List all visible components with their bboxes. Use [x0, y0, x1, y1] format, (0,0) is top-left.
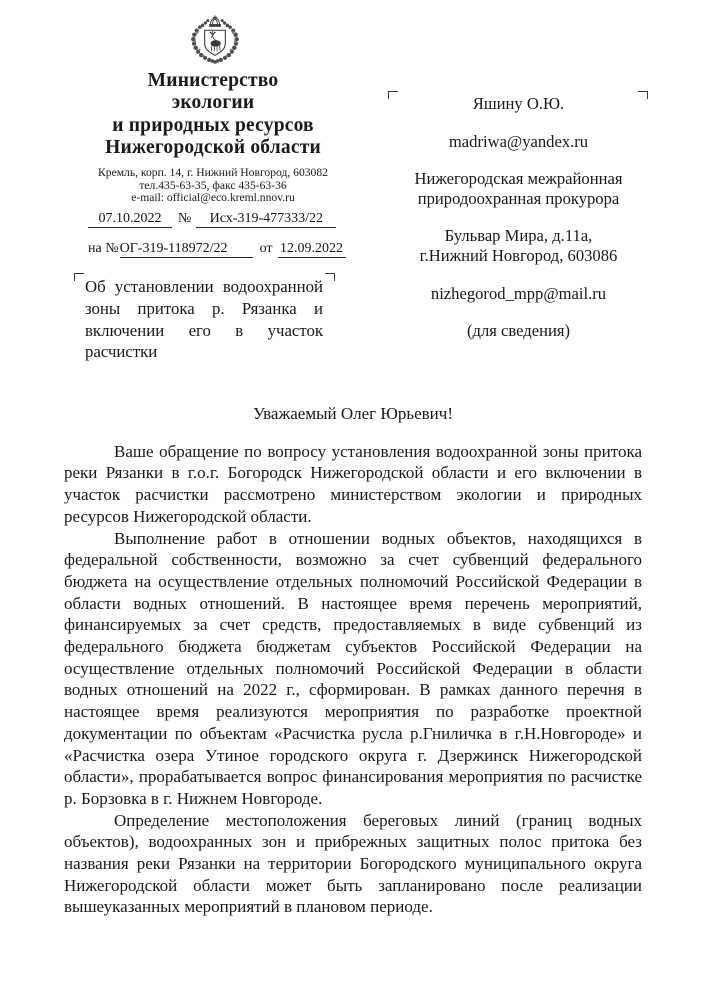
ministry-title-line: и природных ресурсов [112, 114, 314, 136]
letter-body [64, 403, 642, 918]
corner-mark-subject-top-right [325, 273, 335, 281]
number-sign-label: № [178, 211, 192, 226]
recipient-block [390, 94, 647, 359]
body-paragraph: Определение местоположения береговых линий (границ водных объектов), водоохранных зон и прибрежных защитных полос притока без названия реки Рязанки на территории Богородского муниципального округа Нижегородской области может быть запланировано после реализации вышеуказанных мероприятий в плановом периоде. [64, 810, 642, 917]
reference-block [88, 211, 346, 258]
recipient-email: madriwa@yandex.ru [448, 131, 589, 151]
coat-of-arms-icon [184, 12, 246, 74]
sender-header [43, 70, 383, 160]
reply-date: 12.09.2022 [278, 241, 346, 258]
ministry-title-line: Нижегородской области [105, 137, 321, 159]
sender-email-line: e-mail: official@eco.kreml.nnov.ru [131, 191, 295, 205]
subject-text: Об установлении водоохранной зоны притока р. Рязанка и включении его в участок расчистки [85, 277, 323, 362]
reply-to-label: на № [88, 241, 119, 256]
reference-row-outgoing [88, 211, 346, 228]
body-paragraph: Выполнение работ в отношении водных объектов, находящихся в федеральной собственности, возможно за счет субвенций федерального бюджета на осуществление отдельных полномочий Российской Федерации в области водных отношений. В настоящее время перечень мероприятий, финансируемых за счет средств, предоставляемых в виде субвенций из федерального бюджета бюджетам субъектов Российской Федерации на осуществление отдельных полномочий Российской Федерации в области водных отношений на 2022 г., сформирован. В рамках данного перечня в настоящее время реализуются мероприятия по разработке проектной документации по объектам «Расчистка русла р.Гниличка в г.Н.Новгороде» и «Расчистка озера Утиное городского округа г. Дзержинск Нижегородской области», прорабатывается вопрос финансирования мероприятия по расчистке р. Борзовка в г. Нижнем Новгороде. [64, 528, 642, 808]
sender-phone-line: тел.435-63-35, факс 435-63-36 [139, 178, 287, 192]
corner-mark-subject-top-left [74, 273, 84, 281]
body-paragraph: Ваше обращение по вопросу установления водоохранной зоны притока реки Рязанки в г.о.г. Богородск Нижегородской области и его включении в участок расчистки рассмотрено министерством экологии и природных ресурсов Нижегородской области. [64, 441, 642, 526]
recipient-email-secondary: nizhegorod_mpp@mail.ru [430, 283, 607, 303]
subject-block [85, 276, 323, 363]
ministry-title-line: Министерство [147, 70, 279, 91]
outgoing-number: Исх-319-477333/22 [196, 211, 336, 228]
recipient-address-line: Бульвар Мира, д.11а, [444, 226, 593, 246]
recipient-address-line: г.Нижний Новгород, 603086 [419, 245, 618, 265]
reference-row-reply [88, 241, 346, 258]
recipient-name: Яшину О.Ю. [472, 94, 565, 113]
salutation: Уважаемый Олег Юрьевич! [253, 404, 453, 423]
recipient-organization [390, 169, 647, 208]
coat-of-arms-graphic [184, 12, 246, 74]
sender-address-line: Кремль, корп. 14, г. Нижний Новгород, 603082 [98, 166, 328, 179]
recipient-address [390, 226, 647, 265]
recipient-org-line: природоохранная прокурора [417, 188, 620, 208]
ministry-title-line: экологии [171, 92, 255, 114]
sender-contact [43, 167, 383, 205]
recipient-note: (для сведения) [466, 321, 570, 341]
from-label: от [259, 241, 273, 256]
reply-number: ОГ-319-118972/22 [120, 241, 253, 258]
recipient-org-line: Нижегородская межрайонная [414, 169, 623, 189]
outgoing-date: 07.10.2022 [88, 211, 172, 228]
